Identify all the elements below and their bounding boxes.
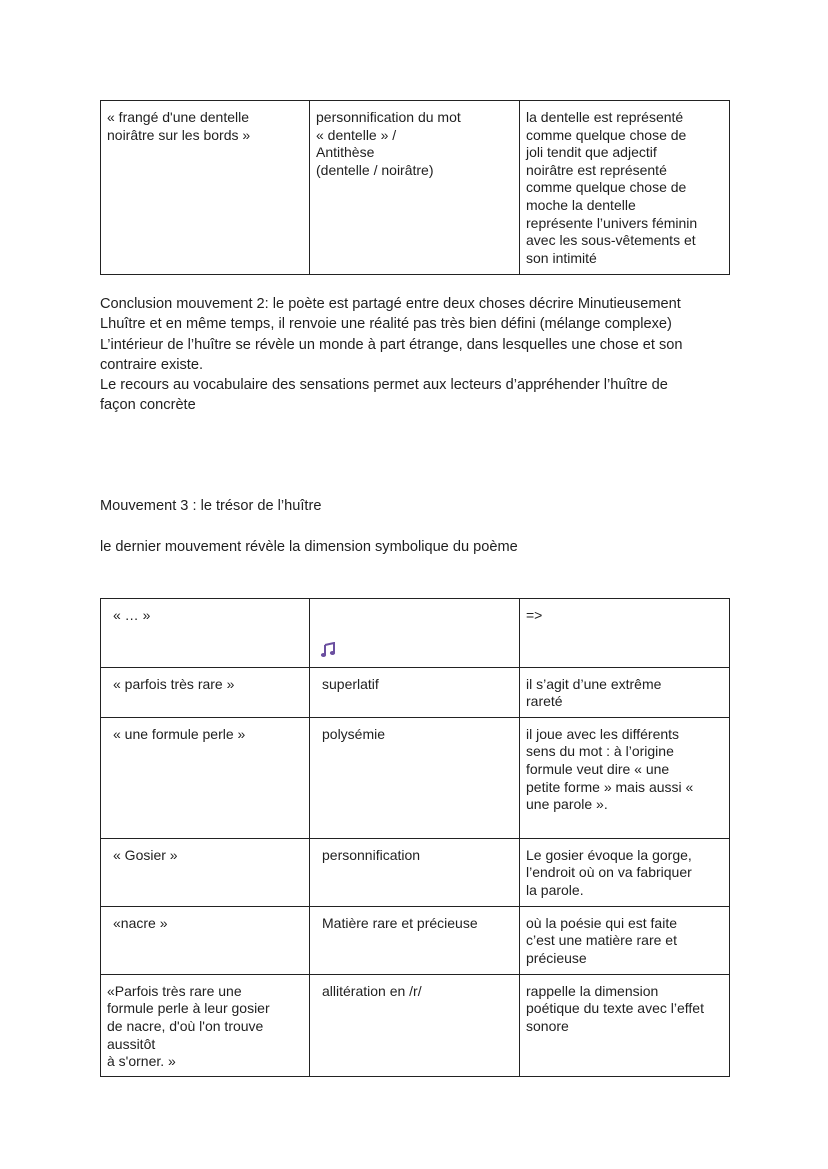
music-note-icon	[320, 625, 336, 641]
interpretation-cell: la dentelle est représenté comme quelque chose de joli tendit que adjectif noirâtre est représenté comme quelque chose de moche la dentelle représente l’univers féminin avec les sous-vêtements et son intimité	[520, 101, 730, 275]
figure-cell: polysémie	[310, 717, 520, 838]
figure-cell: superlatif	[310, 667, 520, 717]
quote-cell: « Gosier »	[101, 838, 310, 906]
quote-cell: « parfois très rare »	[101, 667, 310, 717]
interpretation-cell: il s’agit d’une extrême rareté	[520, 667, 730, 717]
header-arrow-cell: =>	[520, 599, 730, 668]
header-icon-cell	[310, 599, 520, 668]
table-row	[101, 906, 730, 974]
header-quote-cell: « … »	[101, 599, 310, 668]
movement-heading-block	[100, 476, 730, 577]
quote-cell: « frangé d'une dentelle noirâtre sur les bords »	[101, 101, 310, 275]
quote-cell: «nacre »	[101, 906, 310, 974]
analysis-table-2	[100, 598, 730, 1077]
conclusion-paragraph: Conclusion mouvement 2: le poète est partagé entre deux choses décrire Minutieusement Lhuître et en même temps, il renvoie une réalité pas très bien défini (mélange complexe) L’intérieur de l’huître se révèle un monde à part étrange, dans lesquelles une chose et son contraire existe. Le recours au vocabulaire des sensations permet aux lecteurs d’appréhender l’huître de façon concrète	[100, 296, 683, 414]
figure-cell: personnification du mot « dentelle » / Antithèse (dentelle / noirâtre)	[310, 101, 520, 275]
table-row	[101, 717, 730, 838]
interpretation-cell: il joue avec les différents sens du mot : à l’origine formule veut dire « une petite forme » mais aussi « une parole ».	[520, 717, 730, 838]
movement-title: Mouvement 3 : le trésor de l’huître	[100, 498, 322, 515]
quote-cell: «Parfois très rare une formule perle à leur gosier de nacre, d'où l'on trouve aussitôt à s'orner. »	[101, 974, 310, 1076]
table-row	[101, 101, 730, 275]
interpretation-cell: Le gosier évoque la gorge, l’endroit où on va fabriquer la parole.	[520, 838, 730, 906]
movement-subtitle: le dernier mouvement révèle la dimension symbolique du poème	[100, 538, 518, 555]
table-row	[101, 838, 730, 906]
analysis-table-1	[100, 100, 730, 275]
table-row	[101, 667, 730, 717]
interpretation-cell: rappelle la dimension poétique du texte avec l’effet sonore	[520, 974, 730, 1076]
figure-cell: personnification	[310, 838, 520, 906]
figure-cell: Matière rare et précieuse	[310, 906, 520, 974]
interpretation-cell: où la poésie qui est faite c’est une matière rare et précieuse	[520, 906, 730, 974]
table-row	[101, 974, 730, 1076]
quote-cell: « une formule perle »	[101, 717, 310, 838]
table-header-row	[101, 599, 730, 668]
figure-cell: allitération en /r/	[310, 974, 520, 1076]
